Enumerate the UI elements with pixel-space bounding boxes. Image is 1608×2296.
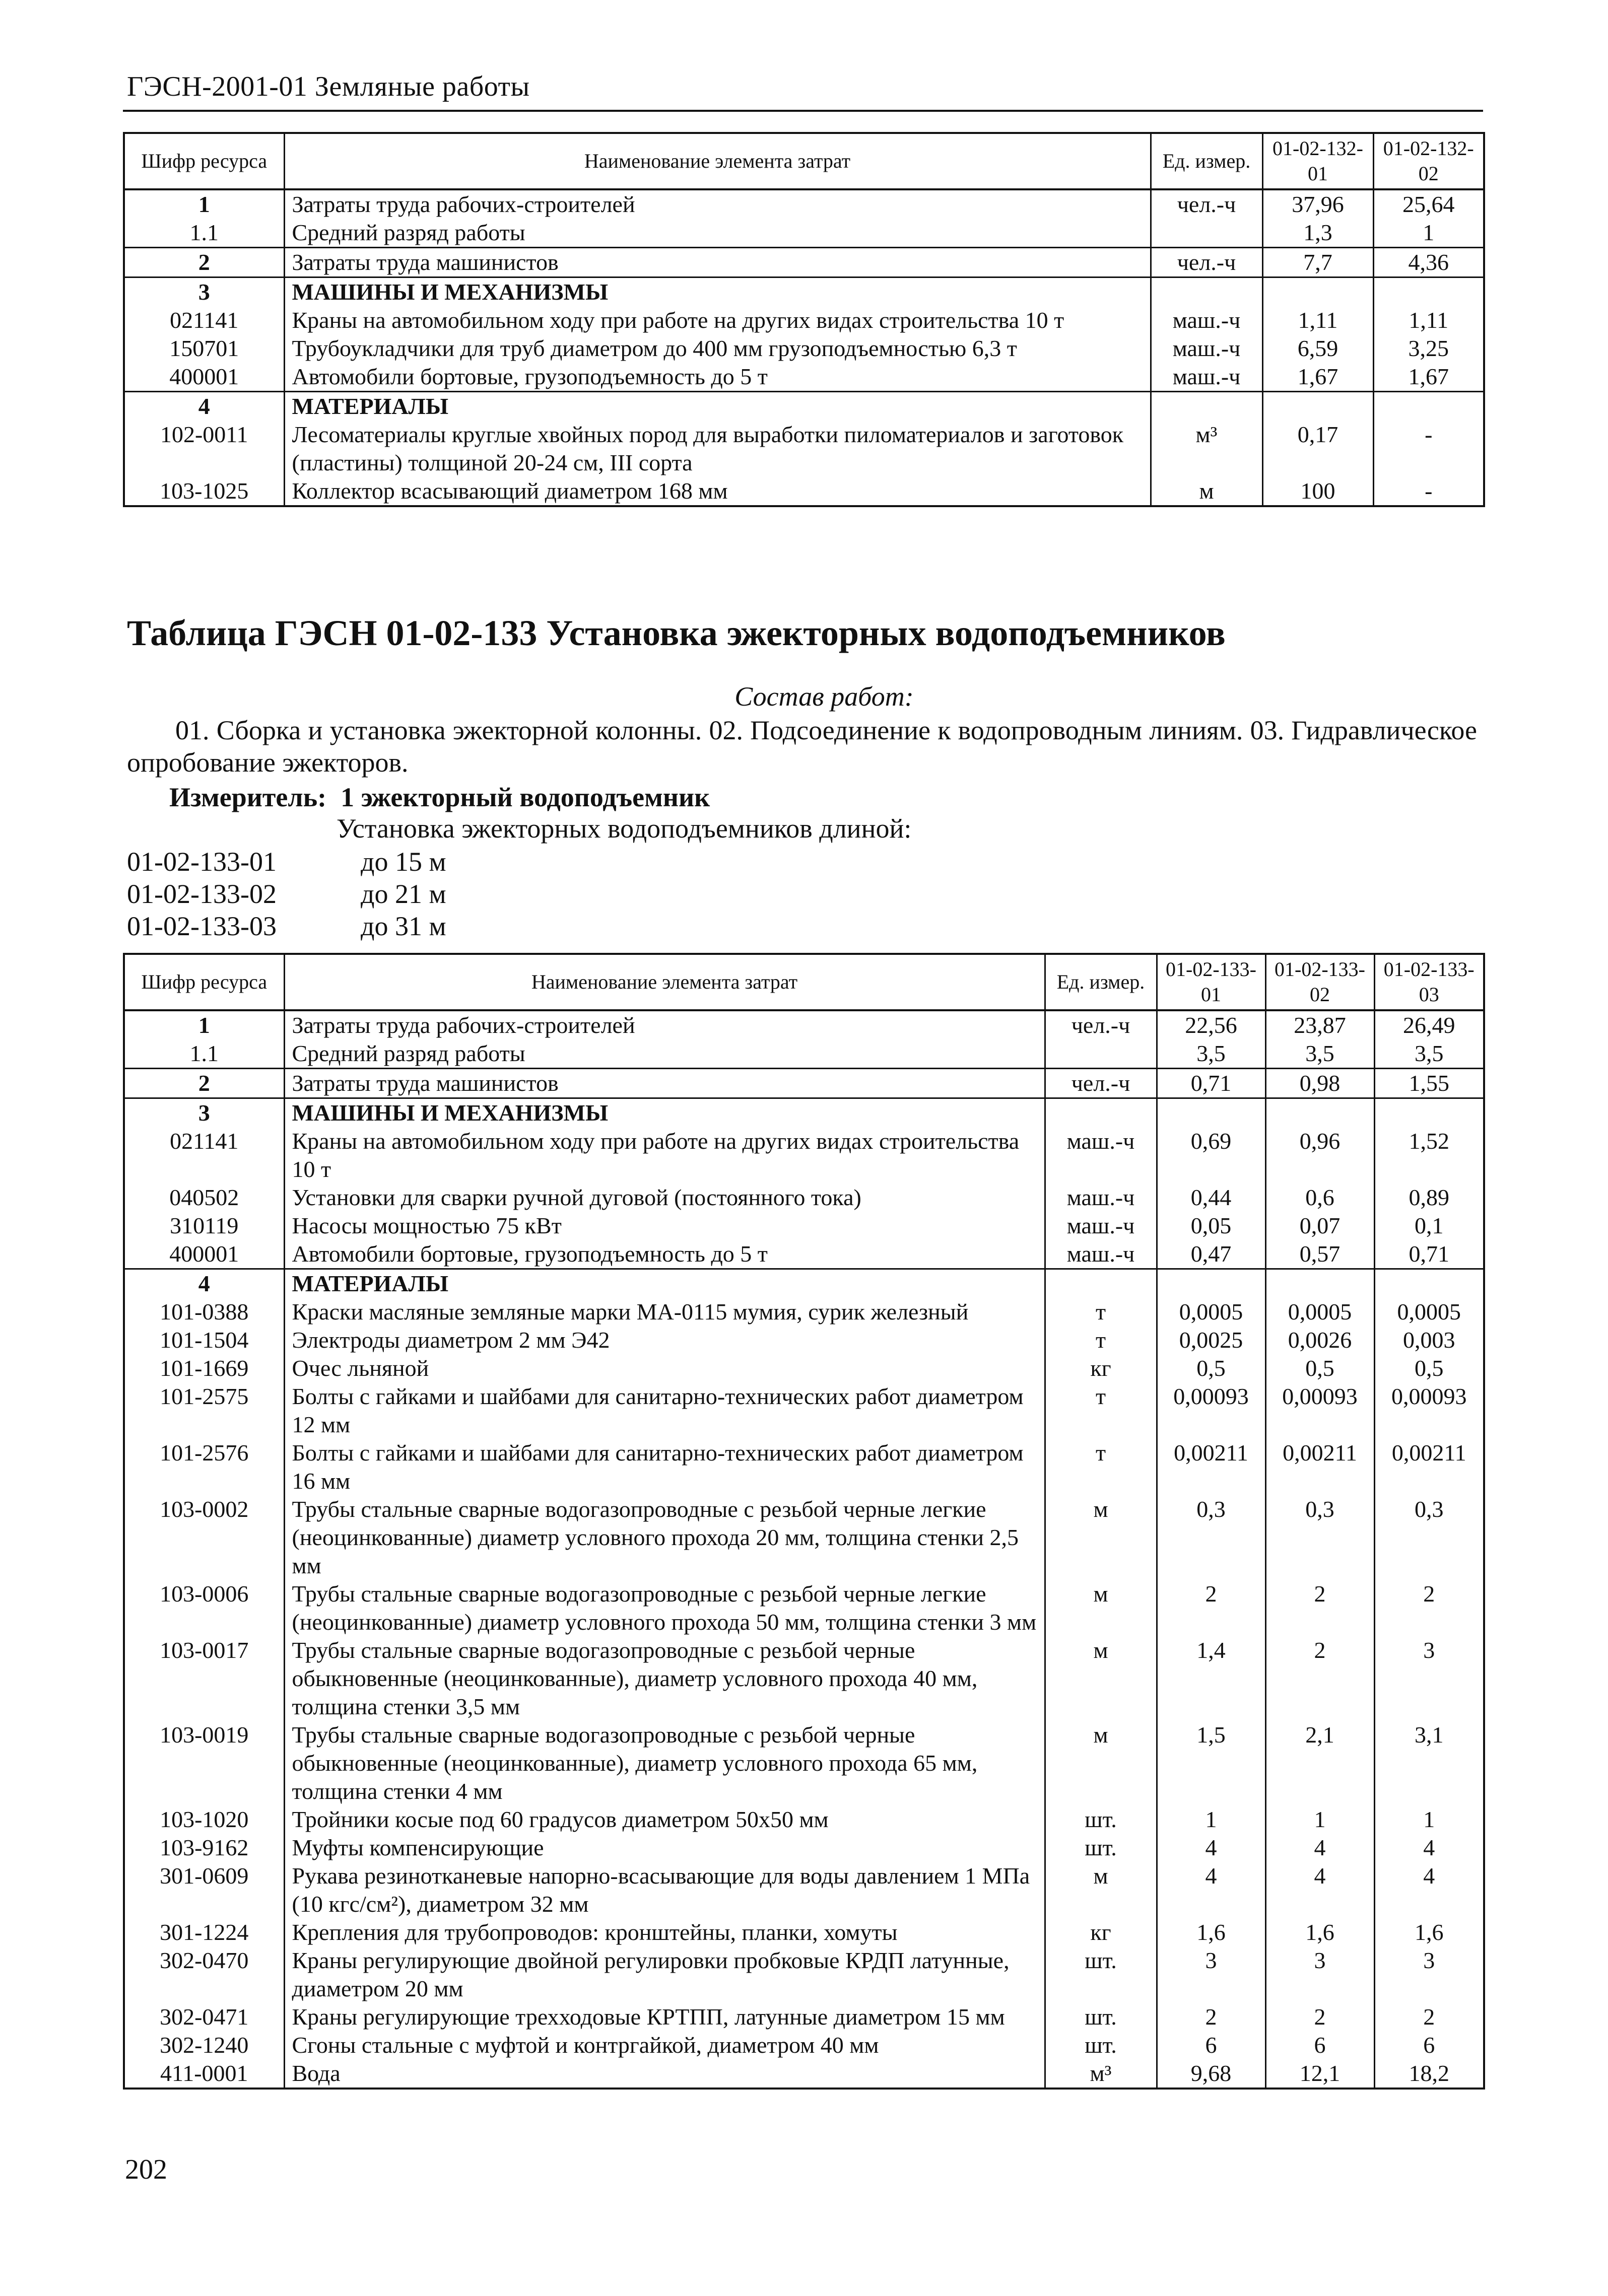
norm-value: 0,0005 [1157, 1298, 1265, 1326]
resource-name: Затраты труда рабочих-строителей [284, 1010, 1045, 1039]
resource-unit: маш.-ч [1151, 334, 1262, 363]
norm-value: 0,0005 [1265, 1298, 1374, 1326]
norm-value [1265, 1269, 1374, 1298]
norm-value: 2 [1265, 1580, 1374, 1636]
resource-name: Средний разряд работы [284, 1039, 1045, 1069]
norm-value: 7,7 [1262, 248, 1373, 277]
header-unit: Ед. измер. [1151, 133, 1262, 189]
meter-line [169, 782, 710, 813]
resource-name: Очес льняной [284, 1354, 1045, 1382]
norm-value: 1 [1373, 219, 1484, 248]
table-row [124, 477, 1484, 506]
norm-value: 6 [1157, 2031, 1265, 2059]
norm-value: 0,0005 [1374, 1298, 1484, 1326]
norm-value: 23,87 [1265, 1010, 1374, 1039]
table-body [124, 1010, 1484, 2089]
norm-value: 26,49 [1374, 1010, 1484, 1039]
resource-name: Краны регулирующие двойной регулировки пробковые КРДП латунные, диаметром 20 мм [284, 1946, 1045, 2003]
resource-unit: шт. [1045, 2031, 1157, 2059]
norm-value: 18,2 [1374, 2059, 1484, 2089]
table-row [124, 1834, 1484, 1862]
resource-name: Трубы стальные сварные водогазопроводные с резьбой черные обыкновенные (неоцинкованные), диаметр условного прохода 40 мм, толщина стенки 3,5 мм [284, 1636, 1045, 1721]
norm-value: 0,0025 [1157, 1326, 1265, 1354]
norm-value: 0,5 [1157, 1354, 1265, 1382]
install-caption: Установка эжекторных водоподъемников длиной: [337, 813, 912, 844]
resource-name: Трубы стальные сварные водогазопроводные с резьбой черные легкие (неоцинкованные) диаметр условного прохода 50 мм, толщина стенки 3 мм [284, 1580, 1045, 1636]
norm-value: 2 [1374, 2003, 1484, 2031]
variant-row [127, 911, 446, 942]
resource-code: 1 [124, 1010, 284, 1039]
resource-name: Насосы мощностью 75 кВт [284, 1212, 1045, 1240]
resource-unit: маш.-ч [1045, 1184, 1157, 1212]
resource-table-133 [123, 953, 1485, 2090]
norm-value: 1,11 [1373, 306, 1484, 334]
norm-value [1373, 392, 1484, 421]
norm-value: 4 [1265, 1834, 1374, 1862]
norm-value: 0,0026 [1265, 1326, 1374, 1354]
resource-unit: м [1151, 477, 1262, 506]
norm-value: 1 [1265, 1805, 1374, 1834]
resource-name: Автомобили бортовые, грузоподъемность до 5 т [284, 363, 1151, 392]
resource-unit: чел.-ч [1151, 248, 1262, 277]
resource-code: 101-2576 [124, 1439, 284, 1495]
norm-value: 22,56 [1157, 1010, 1265, 1039]
resource-unit: м [1045, 1580, 1157, 1636]
resource-code: 101-1669 [124, 1354, 284, 1382]
resource-code: 103-1025 [124, 477, 284, 506]
table-row [124, 248, 1484, 277]
table-row [124, 1184, 1484, 1212]
resource-code: 103-0019 [124, 1721, 284, 1805]
resource-code: 400001 [124, 363, 284, 392]
resource-name: Установки для сварки ручной дуговой (постоянного тока) [284, 1184, 1045, 1212]
page-number: 202 [125, 2154, 167, 2185]
resource-code: 021141 [124, 306, 284, 334]
norm-value: 1,6 [1374, 1918, 1484, 1946]
resource-name: Коллектор всасывающий диаметром 168 мм [284, 477, 1151, 506]
header-rule [123, 110, 1483, 112]
resource-code: 1.1 [124, 219, 284, 248]
resource-unit [1151, 219, 1262, 248]
norm-value: 3 [1265, 1946, 1374, 2003]
resource-unit: чел.-ч [1045, 1010, 1157, 1039]
norm-value: 1,67 [1373, 363, 1484, 392]
resource-unit: м [1045, 1636, 1157, 1721]
norm-value: 2 [1157, 2003, 1265, 2031]
running-header: ГЭСН-2001-01 Земляные работы [127, 71, 530, 102]
resource-code: 1 [124, 189, 284, 219]
header-col-3: 01-02-133-03 [1374, 954, 1484, 1010]
table-row [124, 1946, 1484, 2003]
norm-value: 6 [1374, 2031, 1484, 2059]
table-row [124, 219, 1484, 248]
variant-row [127, 846, 446, 877]
norm-value: 3 [1157, 1946, 1265, 2003]
norm-value: 4 [1374, 1862, 1484, 1918]
table-row [124, 1326, 1484, 1354]
table-body [124, 189, 1484, 506]
table-row [124, 1495, 1484, 1580]
norm-value: 0,3 [1157, 1495, 1265, 1580]
resource-code: 101-1504 [124, 1326, 284, 1354]
resource-name: Тройники косые под 60 градусов диаметром 50х50 мм [284, 1805, 1045, 1834]
resource-name: Средний разряд работы [284, 219, 1151, 248]
resource-name: Болты с гайками и шайбами для санитарно-технических работ диаметром 12 мм [284, 1382, 1045, 1439]
table-row [124, 1862, 1484, 1918]
table-row [124, 2003, 1484, 2031]
norm-value: 1,4 [1157, 1636, 1265, 1721]
resource-unit [1151, 392, 1262, 421]
resource-name: Краны на автомобильном ходу при работе на других видах строительства 10 т [284, 306, 1151, 334]
norm-value: 2 [1265, 1636, 1374, 1721]
resource-unit: шт. [1045, 1805, 1157, 1834]
norm-value: 2,1 [1265, 1721, 1374, 1805]
norm-value: 1,3 [1262, 219, 1373, 248]
resource-unit: маш.-ч [1045, 1127, 1157, 1184]
resource-name: Затраты труда рабочих-строителей [284, 189, 1151, 219]
norm-value: 0,1 [1374, 1212, 1484, 1240]
header-unit: Ед. измер. [1045, 954, 1157, 1010]
resource-name: Муфты компенсирующие [284, 1834, 1045, 1862]
resource-code: 411-0001 [124, 2059, 284, 2089]
norm-value: 0,00093 [1265, 1382, 1374, 1439]
table-row [124, 363, 1484, 392]
norm-value: 0,00211 [1374, 1439, 1484, 1495]
norm-value: 0,57 [1265, 1240, 1374, 1269]
table-row [124, 189, 1484, 219]
table-row [124, 1039, 1484, 1069]
resource-name: Лесоматериалы круглые хвойных пород для выработки пиломатериалов и заготовок (пластины) толщиной 20-24 см, III сорта [284, 421, 1151, 477]
norm-value: 0,00211 [1265, 1439, 1374, 1495]
norm-value: 4 [1374, 1834, 1484, 1862]
resource-name: Затраты труда машинистов [284, 1069, 1045, 1098]
resource-code: 103-0002 [124, 1495, 284, 1580]
table-header-row [124, 954, 1484, 1010]
resource-code: 103-1020 [124, 1805, 284, 1834]
norm-value: 0,71 [1157, 1069, 1265, 1098]
resource-unit: кг [1045, 1918, 1157, 1946]
norm-value: 100 [1262, 477, 1373, 506]
resource-unit [1045, 1269, 1157, 1298]
resource-code: 302-0471 [124, 2003, 284, 2031]
resource-code: 102-0011 [124, 421, 284, 477]
resource-name: Автомобили бортовые, грузоподъемность до 5 т [284, 1240, 1045, 1269]
norm-value: 1,11 [1262, 306, 1373, 334]
resource-code: 103-0006 [124, 1580, 284, 1636]
norm-value [1374, 1269, 1484, 1298]
table-row [124, 1127, 1484, 1184]
resource-name: Электроды диаметром 2 мм Э42 [284, 1326, 1045, 1354]
header-name: Наименование элемента затрат [284, 133, 1151, 189]
resource-unit: маш.-ч [1151, 363, 1262, 392]
resource-code: 3 [124, 1098, 284, 1128]
resource-name: Вода [284, 2059, 1045, 2089]
table-row [124, 1439, 1484, 1495]
variant-row [127, 878, 446, 910]
norm-value: 0,3 [1374, 1495, 1484, 1580]
norm-value: 3,5 [1157, 1039, 1265, 1069]
resource-name: Крепления для трубопроводов: кронштейны, планки, хомуты [284, 1918, 1045, 1946]
header-code: Шифр ресурса [124, 133, 284, 189]
norm-value: 0,71 [1374, 1240, 1484, 1269]
norm-value: 4 [1157, 1862, 1265, 1918]
norm-value: 1,67 [1262, 363, 1373, 392]
norm-value [1157, 1098, 1265, 1128]
norm-value: 3 [1374, 1636, 1484, 1721]
table-row [124, 1212, 1484, 1240]
resource-code: 2 [124, 248, 284, 277]
resource-unit: м [1045, 1721, 1157, 1805]
resource-unit: т [1045, 1326, 1157, 1354]
resource-name: Рукава резинотканевые напорно-всасывающие для воды давлением 1 МПа (10 кгс/см²), диаметром 32 мм [284, 1862, 1045, 1918]
table-row [124, 2031, 1484, 2059]
resource-unit: маш.-ч [1045, 1240, 1157, 1269]
header-name: Наименование элемента затрат [284, 954, 1045, 1010]
norm-value: 25,64 [1373, 189, 1484, 219]
resource-unit: м [1045, 1862, 1157, 1918]
resource-name: МАШИНЫ И МЕХАНИЗМЫ [284, 1098, 1045, 1128]
table-row [124, 1098, 1484, 1128]
resource-code: 3 [124, 277, 284, 307]
header-code: Шифр ресурса [124, 954, 284, 1010]
resource-unit: м [1045, 1495, 1157, 1580]
norm-value: 4 [1157, 1834, 1265, 1862]
resource-unit [1045, 1039, 1157, 1069]
resource-name: Краски масляные земляные марки МА-0115 мумия, сурик железный [284, 1298, 1045, 1326]
works-description: 01. Сборка и установка эжекторной колонны. 02. Подсоединение к водопроводным линиям. 03. Гидравлическое опробование эжекторов. [127, 715, 1477, 778]
norm-value: 3,1 [1374, 1721, 1484, 1805]
table-row [124, 334, 1484, 363]
resource-unit [1151, 277, 1262, 307]
meter-label: Измеритель: [169, 782, 327, 812]
norm-value: 12,1 [1265, 2059, 1374, 2089]
norm-value: 3,25 [1373, 334, 1484, 363]
header-col-2: 01-02-133-02 [1265, 954, 1374, 1010]
resource-code: 1.1 [124, 1039, 284, 1069]
norm-value: 0,44 [1157, 1184, 1265, 1212]
norm-value [1262, 392, 1373, 421]
table-row [124, 1354, 1484, 1382]
resource-code: 101-2575 [124, 1382, 284, 1439]
resource-unit: шт. [1045, 2003, 1157, 2031]
norm-value: 0,47 [1157, 1240, 1265, 1269]
resource-code: 301-0609 [124, 1862, 284, 1918]
table-row [124, 1382, 1484, 1439]
resource-unit: маш.-ч [1045, 1212, 1157, 1240]
table-row [124, 2059, 1484, 2089]
resource-unit: чел.-ч [1045, 1069, 1157, 1098]
resource-code: 310119 [124, 1212, 284, 1240]
norm-value [1374, 1098, 1484, 1128]
table-row [124, 421, 1484, 477]
table-row [124, 1721, 1484, 1805]
norm-value: 0,96 [1265, 1127, 1374, 1184]
table-row [124, 1636, 1484, 1721]
works-caption: Состав работ: [734, 681, 914, 712]
resource-name: МАТЕРИАЛЫ [284, 392, 1151, 421]
resource-code: 302-1240 [124, 2031, 284, 2059]
resource-name: Трубы стальные сварные водогазопроводные с резьбой черные легкие (неоцинкованные) диаметр условного прохода 20 мм, толщина стенки 2,5 мм [284, 1495, 1045, 1580]
resource-table-132 [123, 132, 1485, 507]
resource-code: 103-0017 [124, 1636, 284, 1721]
resource-unit [1045, 1098, 1157, 1128]
table-row [124, 392, 1484, 421]
norm-value: 37,96 [1262, 189, 1373, 219]
norm-value [1262, 277, 1373, 307]
resource-code: 101-0388 [124, 1298, 284, 1326]
resource-unit: м³ [1151, 421, 1262, 477]
variant-text: до 31 м [361, 911, 446, 941]
resource-code: 302-0470 [124, 1946, 284, 2003]
resource-unit: шт. [1045, 1834, 1157, 1862]
meter-value: 1 эжекторный водоподъемник [341, 782, 710, 812]
resource-unit: т [1045, 1382, 1157, 1439]
norm-value: 0,5 [1265, 1354, 1374, 1382]
norm-value: 0,69 [1157, 1127, 1265, 1184]
norm-value: 3,5 [1265, 1039, 1374, 1069]
norm-value: 0,00093 [1157, 1382, 1265, 1439]
norm-value: 3,5 [1374, 1039, 1484, 1069]
norm-value: 0,98 [1265, 1069, 1374, 1098]
resource-unit: т [1045, 1439, 1157, 1495]
norm-value: 2 [1265, 2003, 1374, 2031]
norm-value: 4 [1265, 1862, 1374, 1918]
norm-value: 2 [1157, 1580, 1265, 1636]
table-title: Таблица ГЭСН 01-02-133 Установка эжекторных водоподъемников [127, 613, 1226, 653]
resource-code: 103-9162 [124, 1834, 284, 1862]
norm-value: 6 [1265, 2031, 1374, 2059]
norm-value: 0,6 [1265, 1184, 1374, 1212]
norm-value: 1,55 [1374, 1069, 1484, 1098]
norm-value: 3 [1374, 1946, 1484, 2003]
table-row [124, 1580, 1484, 1636]
resource-name: Затраты труда машинистов [284, 248, 1151, 277]
table-row [124, 1918, 1484, 1946]
resource-unit: м³ [1045, 2059, 1157, 2089]
norm-value: 0,00211 [1157, 1439, 1265, 1495]
norm-value: 1 [1374, 1805, 1484, 1834]
resource-name: Краны регулирующие трехходовые КРТПП, латунные диаметром 15 мм [284, 2003, 1045, 2031]
norm-value [1373, 277, 1484, 307]
resource-unit: шт. [1045, 1946, 1157, 2003]
norm-value: 2 [1374, 1580, 1484, 1636]
norm-value: 0,3 [1265, 1495, 1374, 1580]
table-row [124, 1805, 1484, 1834]
norm-value: 1 [1157, 1805, 1265, 1834]
resource-name: МАТЕРИАЛЫ [284, 1269, 1045, 1298]
norm-value: 0,003 [1374, 1326, 1484, 1354]
resource-unit: маш.-ч [1151, 306, 1262, 334]
table-row [124, 1269, 1484, 1298]
resource-name: Болты с гайками и шайбами для санитарно-технических работ диаметром 16 мм [284, 1439, 1045, 1495]
norm-value: 0,5 [1374, 1354, 1484, 1382]
norm-value: 9,68 [1157, 2059, 1265, 2089]
norm-value: 0,05 [1157, 1212, 1265, 1240]
norm-value: 1,52 [1374, 1127, 1484, 1184]
norm-value: 0,07 [1265, 1212, 1374, 1240]
norm-value [1157, 1269, 1265, 1298]
table-row [124, 1298, 1484, 1326]
table-row [124, 1240, 1484, 1269]
resource-unit: т [1045, 1298, 1157, 1326]
header-col-2: 01-02-132-02 [1373, 133, 1484, 189]
header-col-1: 01-02-132-01 [1262, 133, 1373, 189]
table-row [124, 306, 1484, 334]
resource-code: 150701 [124, 334, 284, 363]
resource-name: Трубоукладчики для труб диаметром до 400 мм грузоподъемностью 6,3 т [284, 334, 1151, 363]
header-col-1: 01-02-133-01 [1157, 954, 1265, 1010]
variant-code: 01-02-133-02 [127, 879, 277, 909]
resource-code: 301-1224 [124, 1918, 284, 1946]
resource-code: 400001 [124, 1240, 284, 1269]
norm-value [1265, 1098, 1374, 1128]
resource-code: 021141 [124, 1127, 284, 1184]
norm-value: 6,59 [1262, 334, 1373, 363]
variant-code: 01-02-133-01 [127, 847, 277, 877]
resource-name: Трубы стальные сварные водогазопроводные с резьбой черные обыкновенные (неоцинкованные), диаметр условного прохода 65 мм, толщина стенки 4 мм [284, 1721, 1045, 1805]
resource-unit: кг [1045, 1354, 1157, 1382]
table-row [124, 1010, 1484, 1039]
variant-text: до 21 м [361, 879, 446, 909]
resource-code: 4 [124, 392, 284, 421]
resource-name: Сгоны стальные с муфтой и контргайкой, диаметром 40 мм [284, 2031, 1045, 2059]
variant-text: до 15 м [361, 847, 446, 877]
resource-name: Краны на автомобильном ходу при работе на других видах строительства 10 т [284, 1127, 1045, 1184]
resource-unit: чел.-ч [1151, 189, 1262, 219]
norm-value: 4,36 [1373, 248, 1484, 277]
norm-value: 1,6 [1157, 1918, 1265, 1946]
norm-value: 1,6 [1265, 1918, 1374, 1946]
norm-value: 0,00093 [1374, 1382, 1484, 1439]
variant-code: 01-02-133-03 [127, 911, 277, 941]
norm-value: 1,5 [1157, 1721, 1265, 1805]
norm-value: 0,17 [1262, 421, 1373, 477]
resource-code: 2 [124, 1069, 284, 1098]
table-row [124, 277, 1484, 307]
norm-value: - [1373, 421, 1484, 477]
norm-value: 0,89 [1374, 1184, 1484, 1212]
resource-name: МАШИНЫ И МЕХАНИЗМЫ [284, 277, 1151, 307]
resource-code: 4 [124, 1269, 284, 1298]
table-row [124, 1069, 1484, 1098]
norm-value: - [1373, 477, 1484, 506]
table-header-row [124, 133, 1484, 189]
resource-code: 040502 [124, 1184, 284, 1212]
